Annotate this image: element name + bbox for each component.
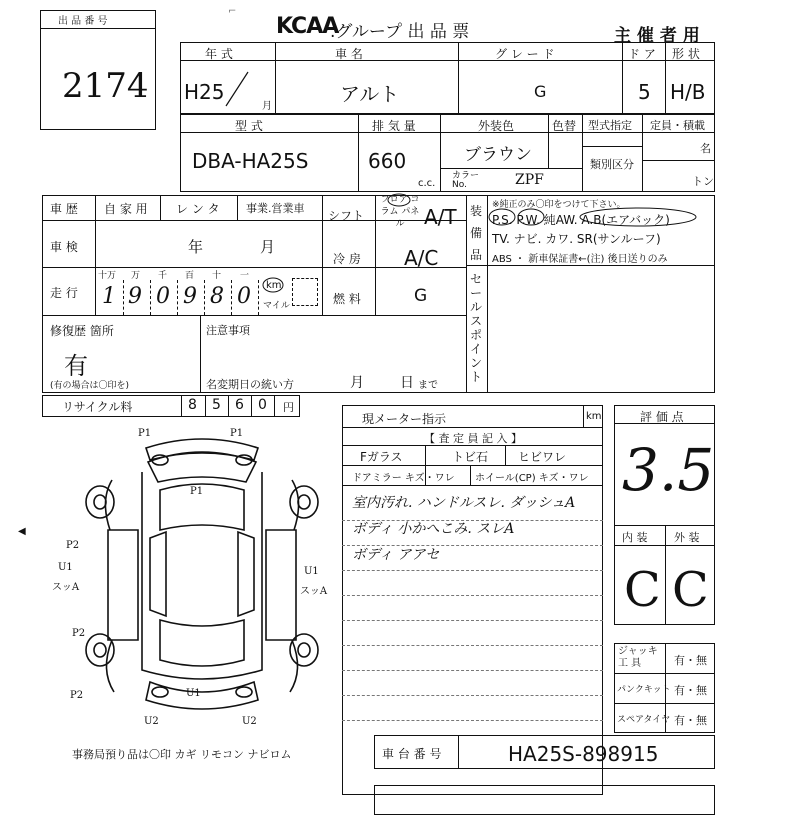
month-suffix: 月 [262,101,272,112]
recycle-yen: 円 [283,401,294,414]
score-value: 3.5 [622,436,715,504]
equipment-label: 装 備 品 [470,204,483,262]
name-change-made: まで [418,380,438,391]
left-marker-arrow: ◀ [18,526,26,537]
chassis-value: HA25S-898915 [508,742,659,766]
displacement-value: 660 [368,149,407,173]
notes-label: 注意事項 [206,324,250,337]
model-label: 型 式 [235,119,263,133]
color-no-value: ZPF [515,172,544,188]
exterior-color-label: 外装色 [478,119,515,133]
exhibit-number-label: 出 品 番 号 [58,16,108,27]
recycle-label: リサイクル料 [62,400,133,414]
inspection-month: 月 [260,238,276,256]
exterior-color-value: ブラウン [464,145,532,165]
mark-p2-b: P2 [72,628,86,639]
history-private[interactable]: 自 家 用 [104,202,148,216]
wheel-label: ホイール(CP) キズ・ワレ [475,473,589,484]
chassis-label: 車 台 番 号 [382,747,442,761]
recycle-digit-1: 5 [212,397,221,413]
jack-label: ジャッキ 工 具 [618,646,658,669]
car-diagram [60,420,345,740]
meter-label: 現メーター指示 [362,412,447,426]
year-value: H25 [184,80,225,104]
mark-p2-c: P2 [70,690,84,701]
exhibit-number: 2174 [62,66,149,106]
mileage-unit-5: 一 [240,271,250,281]
exterior-label: 外 装 [674,531,700,544]
meter-unit: km [586,411,602,422]
category-label: 類別区分 [590,158,634,171]
grade-value: G [534,82,547,101]
shift-positions: フロア コラム パネル [380,195,420,229]
mileage-unit-0: 十万 [98,271,117,281]
form-title: .グループ 出 品 票 [330,22,470,42]
car-name-label: 車 名 [335,47,363,61]
shift-value: A/T [424,205,457,229]
spare-label: スペアタイヤ [617,715,671,725]
spare-yes-no[interactable]: 有・無 [674,714,707,727]
mileage-unit-4: 十 [212,271,222,281]
shift-label: シフト [328,209,365,223]
capacity-label: 定員・積載 [650,119,705,132]
name-change-day: 日 [400,375,414,391]
hibi-label: ヒビワレ [518,450,567,464]
mileage-unit-3: 百 [185,271,195,281]
puncture-yes-no[interactable]: 有・無 [674,684,707,697]
displacement-label: 排 気 量 [372,119,416,133]
equip-line-3: ABS ・ 新車保証書←(注) 後日送りのみ [492,254,668,265]
comment-1: 室内汚れ. ハンドルスレ. ダッシュA [352,495,576,511]
repair-value: 有 [64,352,88,380]
office-note: 事務局預り品は〇印 カギ リモコン ナビロム [72,748,292,761]
mileage-extra-box [292,278,318,306]
name-change-label: 名変期日の統い方 [206,378,294,391]
comment-2: ボディ 小かへこみ. スレA [352,521,515,537]
mark-sure-b: スッA [300,586,328,597]
kcaa-logo: KCAA [276,14,339,39]
door-mirror-label: ドアミラー キズ・ワレ [352,473,455,484]
repair-note: (有の場合は〇印を) [50,381,130,391]
recycle-digit-2: 6 [235,397,244,413]
mark-p1-a: P1 [138,428,152,439]
mark-u2-b: U2 [242,716,257,727]
floor-circle [386,193,412,207]
cc-unit: c.c. [418,178,436,189]
equip-line-1[interactable]: P.S. P.W. 純AW. A.B(エアバック) [492,213,670,227]
equip-circles [488,207,708,227]
mileage-digit-2: 0 [156,284,170,309]
history-label: 車 歴 [50,202,78,216]
mark-u1-c: U1 [186,688,201,699]
score-label: 評 価 点 [640,410,684,424]
color-no-label: カラー No. [452,171,480,190]
recycle-digit-3: 0 [258,397,267,413]
equip-line-2[interactable]: TV. ナビ. カワ. SR(サンルーフ) [492,232,661,246]
mileage-digit-1: 9 [128,284,142,309]
comment-3: ボディ アアセ [352,547,440,563]
mileage-digit-4: 8 [210,284,224,309]
history-rental[interactable]: レ ン タ [176,202,220,216]
model-value: DBA-HA25S [192,149,309,173]
jack-yes-no[interactable]: 有・無 [674,654,707,667]
mileage-label: 走 行 [50,286,78,300]
doors-value: 5 [638,80,651,104]
year-slash [222,70,252,108]
interior-grade: C [624,562,661,618]
mileage-digit-3: 9 [183,284,197,309]
recycle-digit-0: 8 [188,397,197,413]
km-unit: km [266,280,282,291]
inspection-label: 車 検 [50,240,78,254]
mile-unit: マイル [263,301,290,311]
bottom-partial-box [374,785,715,815]
sales-point-label: セールスポイント [470,272,483,384]
history-business[interactable]: 事業.営業車 [246,202,305,215]
name-change-month: 月 [350,375,364,391]
persons-unit: 名 [700,142,711,155]
car-name-value: アルト [340,82,400,106]
ac-label: 冷 房 [333,252,361,266]
repair-label: 修復歴 箇所 [50,324,114,338]
interior-label: 内 装 [622,531,648,544]
tobi-label: トビ石 [452,450,489,464]
mark-p1-b: P1 [230,428,244,439]
mark-u1-b: U1 [304,566,319,577]
inspector-label: 【 査 定 員 記 入 】 [424,432,522,445]
shape-value: H/B [670,80,706,104]
mark-u2-a: U2 [144,716,159,727]
fuel-label: 燃 料 [333,292,361,306]
mark-sure-a: スッA [52,582,80,593]
fuel-value: G [414,286,428,306]
exterior-grade: C [672,562,709,618]
mileage-unit-1: 万 [131,271,141,281]
f-glass-label: Fガラス [360,450,403,464]
tons-unit: トン [692,175,714,188]
year-label: 年 式 [205,47,233,61]
mileage-digit-0: 1 [102,284,116,309]
door-label: ド ア [628,47,656,61]
color-change-label: 色替 [552,119,577,133]
mileage-digit-5: 0 [237,284,251,309]
puncture-label: パンクキット [617,685,671,695]
inspection-year: 年 [188,238,204,256]
shape-label: 形 状 [672,47,700,61]
type-designation-label: 型式指定 [588,119,632,132]
organizer-label: 主 催 者 用 [614,26,700,46]
grade-label: グ レ ー ド [495,47,555,61]
ac-value: A/C [404,246,439,270]
mark-p1-c: P1 [190,486,204,497]
km-circle [261,276,285,294]
equip-note: ※純正のみ〇印をつけて下さい。 [492,200,626,210]
mileage-unit-2: 千 [158,271,168,281]
mark-corner: ⌐ [228,6,237,17]
mark-p2-a: P2 [66,540,80,551]
mark-u1-a: U1 [58,562,73,573]
